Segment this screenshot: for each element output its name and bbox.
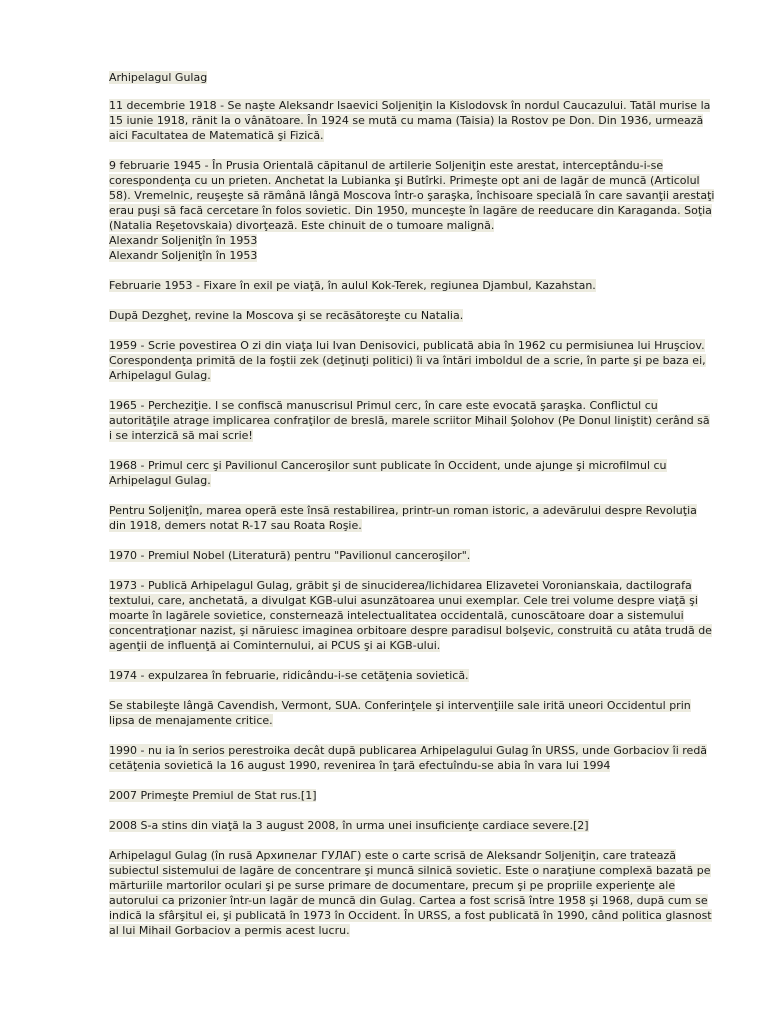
paragraph-1965-search: 1965 - Percheziţie. I se confiscă manuscrisul Primul cerc, în care este evocată şaraşka. Conflictul cu autorităţile atrage implicarea confraţilor de breslă, marele scriitor Mihail Şolohov (Pe Donul liniştit) cerând să i se interzică să mai scrie!	[109, 399, 710, 442]
paragraph-1953-exile: Februarie 1953 - Fixare în exil pe viaţă, în aulul Kok-Terek, regiunea Djambul, Kazahstan.	[109, 279, 596, 292]
paragraph-1959-ivan-denisovici: 1959 - Scrie povestirea O zi din viaţa lui Ivan Denisovici, publicată abia în 1962 cu permisiunea lui Hruşciov. Corespondenţa primită de la foştii zek (deţinuţi politici) îi va întări imboldul de a scrie, în parte şi pe baza ei, Arhipelagul Gulag.	[109, 339, 706, 382]
paragraph-1968-publication: 1968 - Primul cerc şi Pavilionul Canceroşilor sunt publicate în Occident, unde ajunge şi microfilmul cu Arhipelagul Gulag.	[109, 459, 667, 487]
paragraph-1945-arrest: 9 februarie 1945 - În Prusia Orientală căpitanul de artilerie Soljeniţin este arestat, interceptându-i-se corespondenţa cu un prieten. Anchetat la Lubianka şi Butîrki. Primeşte opt ani de lagăr de muncă (Articolul 58). Vremelnic, reuşeşte să rămână lângă Moscova într-o şaraşka, închisoare specială în care savanţii arestaţi erau puşi să facă cercetare în folos sovietic. Din 1950, munceşte în lagăre de reeducare din Karaganda. Soţia (Natalia Reşetovskaia) divorţează. Este chinuit de o tumoare malignă. Alexandr Soljeniţîn în 1953 Alexandr Soljeniţîn în 1953	[109, 159, 715, 262]
paragraph-1990-citizenship: 1990 - nu ia în serios perestroika decât după publicarea Arhipelagului Gulag în URSS, unde Gorbaciov îi redă cetăţenia sovietică la 16 august 1990, revenirea în ţară efectuîndu-se abia în vara lui 1994	[109, 744, 708, 772]
document-page	[109, 70, 715, 953]
paragraph-cavendish: Se stabileşte lângă Cavendish, Vermont, SUA. Conferinţele şi intervenţiile sale irită uneori Occidentul prin lipsa de menajamente critice.	[109, 699, 691, 727]
paragraph-2008-death: 2008 S-a stins din viaţă la 3 august 2008, în urma unei insuficienţe cardiace severe.[2]	[109, 819, 589, 832]
paragraph-2007-prize: 2007 Primeşte Premiul de Stat rus.[1]	[109, 789, 317, 802]
image-caption: Alexandr Soljeniţîn în 1953	[109, 234, 258, 247]
image-caption: Alexandr Soljeniţîn în 1953	[109, 249, 258, 262]
paragraph-1974-expulsion: 1974 - expulzarea în februarie, ridicându-i-se cetăţenia sovietică.	[109, 669, 469, 682]
paragraph-1970-nobel: 1970 - Premiul Nobel (Literatură) pentru "Pavilionul canceroşilor".	[109, 549, 471, 562]
paragraph-thaw: După Dezgheţ, revine la Moscova şi se recăsătoreşte cu Natalia.	[109, 309, 464, 322]
paragraph-1973-gulag: 1973 - Publică Arhipelagul Gulag, grăbit şi de sinuciderea/lichidarea Elizavetei Voronianskaia, dactilografa textului, care, anchetată, a divulgat KGB-ului asunzătoarea unui exemplar. Cele trei volume despre viaţă şi moarte în lagărele sovietice, consternează intelectualitatea occidentală, cunoscătoare doar a sistemului concentraţionar nazist, şi năruiesc imaginea orbitoare despre paradisul bolşevic, construită cu atâta trudă de agenţii de influenţă ai Cominternului, ai PCUS şi ai KGB-ului.	[109, 579, 712, 652]
document-title: Arhipelagul Gulag	[109, 71, 208, 84]
paragraph-1918-birth: 11 decembrie 1918 - Se naşte Aleksandr Isaevici Soljeniţin la Kislodovsk în nordul Caucazului. Tatăl murise la 15 iunie 1918, rănit la o vânătoare. În 1924 se mută cu mama (Taisia) la Rostov pe Don. Din 1936, urmează aici Facultatea de Matematică şi Fizică.	[109, 99, 711, 142]
paragraph-red-wheel: Pentru Soljeniţîn, marea operă este însă restabilirea, printr-un roman istoric, a adevărului despre Revoluţia din 1918, demers notat R-17 sau Roata Roşie.	[109, 504, 697, 532]
paragraph-book-summary: Arhipelagul Gulag (în rusă Архипелаг ГУЛАГ) este o carte scrisă de Aleksandr Soljeniţin, care tratează subiectul sistemului de lagăre de concentrare şi muncă silnică sovietic. Este o naraţiune complexă bazată pe mărturiile martorilor oculari şi pe surse primare de documentare, precum şi pe propriile experienţe ale autorului ca prizonier într-un lagăr de muncă din Gulag. Cartea a fost scrisă între 1958 şi 1968, după cum se indică la sfârşitul ei, şi publicată în 1973 în Occident. În URSS, a fost publicată în 1990, când politica glasnost al lui Mihail Gorbaciov a permis acest lucru.	[109, 849, 712, 937]
